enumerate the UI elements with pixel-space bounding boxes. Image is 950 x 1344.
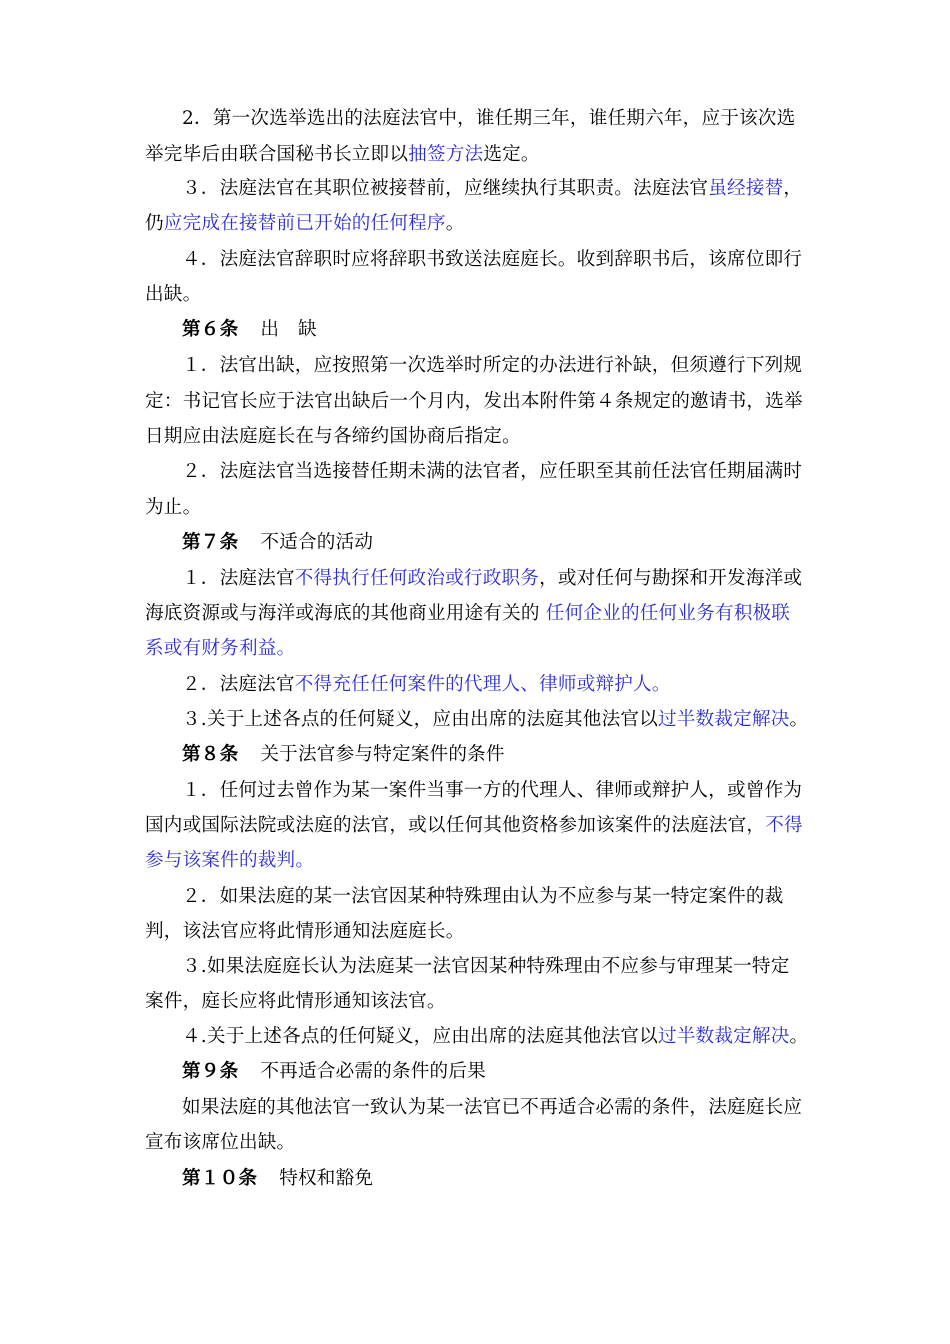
line-29: 如果法庭的其他法官一致认为某一法官已不再适合必需的条件，法庭庭长应 bbox=[182, 1097, 803, 1118]
line-18: ３.关于上述各点的任何疑义，应由出席的法庭其他法官以过半数裁定解决。 bbox=[182, 709, 809, 730]
line-22: 参与该案件的裁判。 bbox=[145, 850, 315, 871]
article-10-heading: 第１０条 特权和豁免 bbox=[182, 1168, 374, 1189]
line-20: １．任何过去曾作为某一案件当事一方的代理人、律师或辩护人，或曾作为 bbox=[182, 780, 803, 801]
line-25: ３.如果法庭庭长认为法庭某一法官因某种特殊理由不应参与审理某一特定 bbox=[182, 956, 790, 977]
article-6-heading: 第６条 出 缺 bbox=[182, 319, 317, 340]
line-3: ３．法庭法官在其职位被接替前，应继续执行其职责。法庭法官虽经接替， bbox=[182, 178, 803, 199]
line-21: 国内或国际法院或法庭的法官，或以任何其他资格参加该案件的法庭法官，不得 bbox=[145, 815, 803, 836]
line-9: 定：书记官长应于法官出缺后一个月内，发出本附件第４条规定的邀请书，选举 bbox=[145, 391, 803, 412]
line-12: 为止。 bbox=[145, 497, 202, 518]
line-8: １．法官出缺，应按照第一次选举时所定的办法进行补缺，但须遵行下列规 bbox=[182, 355, 803, 376]
line-1: 2．第一次选举选出的法庭法官中，谁任期三年，谁任期六年，应于该次选 bbox=[182, 108, 796, 129]
line-27: ４.关于上述各点的任何疑义，应由出席的法庭其他法官以过半数裁定解决。 bbox=[182, 1026, 809, 1047]
line-5: ４．法庭法官辞职时应将辞职书致送法庭庭长。收到辞职书后，该席位即行 bbox=[182, 249, 803, 270]
line-30: 宣布该席位出缺。 bbox=[145, 1132, 296, 1153]
line-26: 案件，庭长应将此情形通知该法官。 bbox=[145, 991, 446, 1012]
line-16: 系或有财务利益。 bbox=[145, 638, 296, 659]
line-17: ２．法庭法官不得充任任何案件的代理人、律师或辩护人。 bbox=[182, 674, 671, 695]
line-4: 仍应完成在接替前已开始的任何程序。 bbox=[145, 213, 465, 234]
line-10: 日期应由法庭庭长在与各缔约国协商后指定。 bbox=[145, 426, 521, 447]
article-7-heading: 第７条 不适合的活动 bbox=[182, 532, 374, 553]
line-11: ２．法庭法官当选接替任期未满的法官者，应任职至其前任法官任期届满时 bbox=[182, 461, 803, 482]
article-9-heading: 第９条 不再适合必需的条件的后果 bbox=[182, 1061, 486, 1082]
line-23: ２．如果法庭的某一法官因某种特殊理由认为不应参与某一特定案件的裁 bbox=[182, 886, 784, 907]
line-14: １．法庭法官不得执行任何政治或行政职务，或对任何与勘探和开发海洋或 bbox=[182, 568, 803, 589]
line-24: 判，该法官应将此情形通知法庭庭长。 bbox=[145, 921, 465, 942]
line-2: 举完毕后由联合国秘书长立即以抽签方法选定。 bbox=[145, 144, 540, 165]
line-15: 海底资源或与海洋或海底的其他商业用途有关的 任何企业的任何业务有积极联 bbox=[145, 603, 791, 624]
article-8-heading: 第８条 关于法官参与特定案件的条件 bbox=[182, 744, 505, 765]
line-6: 出缺。 bbox=[145, 284, 202, 305]
